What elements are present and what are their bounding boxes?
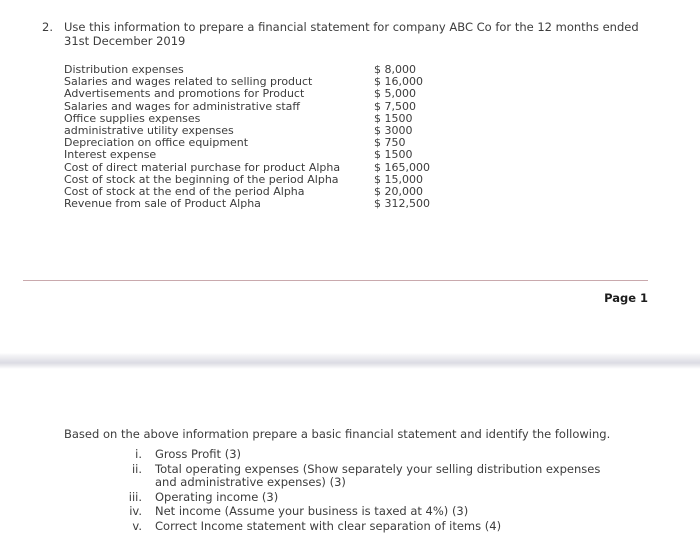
question-block [42,20,652,48]
page-separator-band [0,353,700,369]
financial-item-amount: $ 1500 [374,148,413,162]
requirement-numeral: iv. [129,504,142,519]
financial-item-label: Office supplies expenses [64,111,201,125]
question-text: Use this information to prepare a financial statement for company ABC Co for the 12 months ended 31st December 2019 [64,20,639,48]
financial-item-amount: $ 165,000 [374,160,430,174]
requirement-text: Gross Profit (3) [155,447,242,461]
financial-item-amount: $ 750 [374,136,406,150]
requirement-text: Net income (Assume your business is taxed at 4%) (3) [155,504,469,519]
second-page-intro: Based on the above information prepare a basic financial statement and identify the following. [64,427,611,441]
financial-item-amount: $ 8,000 [374,63,416,76]
footer-divider [23,280,648,281]
financial-item-amount: $ 15,000 [374,172,423,186]
financial-item-label: Salaries and wages for administrative staff [64,99,300,113]
financial-item-amount: $ 20,000 [374,184,423,198]
requirement-item [110,491,630,505]
requirement-numeral: ii. [131,461,142,476]
financial-item-amount: $ 16,000 [374,75,423,89]
financial-item-label: Cost of direct material purchase for product Alpha [64,160,341,174]
requirement-item [110,505,630,519]
financial-item-label: Cost of stock at the beginning of the period Alpha [64,172,339,186]
requirement-text: Operating income (3) [155,489,279,504]
requirement-item [110,448,630,462]
requirement-item [110,520,630,534]
requirement-numeral: v. [132,518,142,533]
financial-item-label: Depreciation on office equipment [64,136,249,150]
financial-item-label: Distribution expenses [64,63,184,76]
requirement-item [110,463,630,490]
financial-item-label: Advertisements and promotions for Product [64,87,305,101]
financial-item-label: Revenue from sale of Product Alpha [64,197,261,211]
financial-item-row [64,162,544,174]
financial-item-amount: $ 3000 [374,123,413,137]
financial-item-label: Salaries and wages related to selling product [64,75,313,89]
question-number: 2. [42,20,53,34]
requirements-list [110,448,630,535]
financial-item-row [64,149,544,161]
financial-item-row [64,101,544,113]
financial-item-label: administrative utility expenses [64,123,234,137]
financial-item-label: Interest expense [64,148,157,162]
financial-item-amount: $ 312,500 [374,197,430,211]
financial-item-row [64,198,544,210]
page-number-label: Page 1 [604,291,648,305]
requirement-text: Total operating expenses (Show separately your selling distribution expenses and administrative expenses) (3) [155,461,601,490]
financial-item-label: Cost of stock at the end of the period Alpha [64,184,305,198]
requirement-numeral: iii. [128,489,142,504]
financial-item-amount: $ 7,500 [374,99,416,113]
financial-item-amount: $ 5,000 [374,87,416,101]
financial-item-row [64,88,544,100]
financial-items-list [64,64,544,210]
financial-item-amount: $ 1500 [374,111,413,125]
requirement-text: Correct Income statement with clear separation of items (4) [155,518,502,533]
requirement-numeral: i. [135,447,142,461]
